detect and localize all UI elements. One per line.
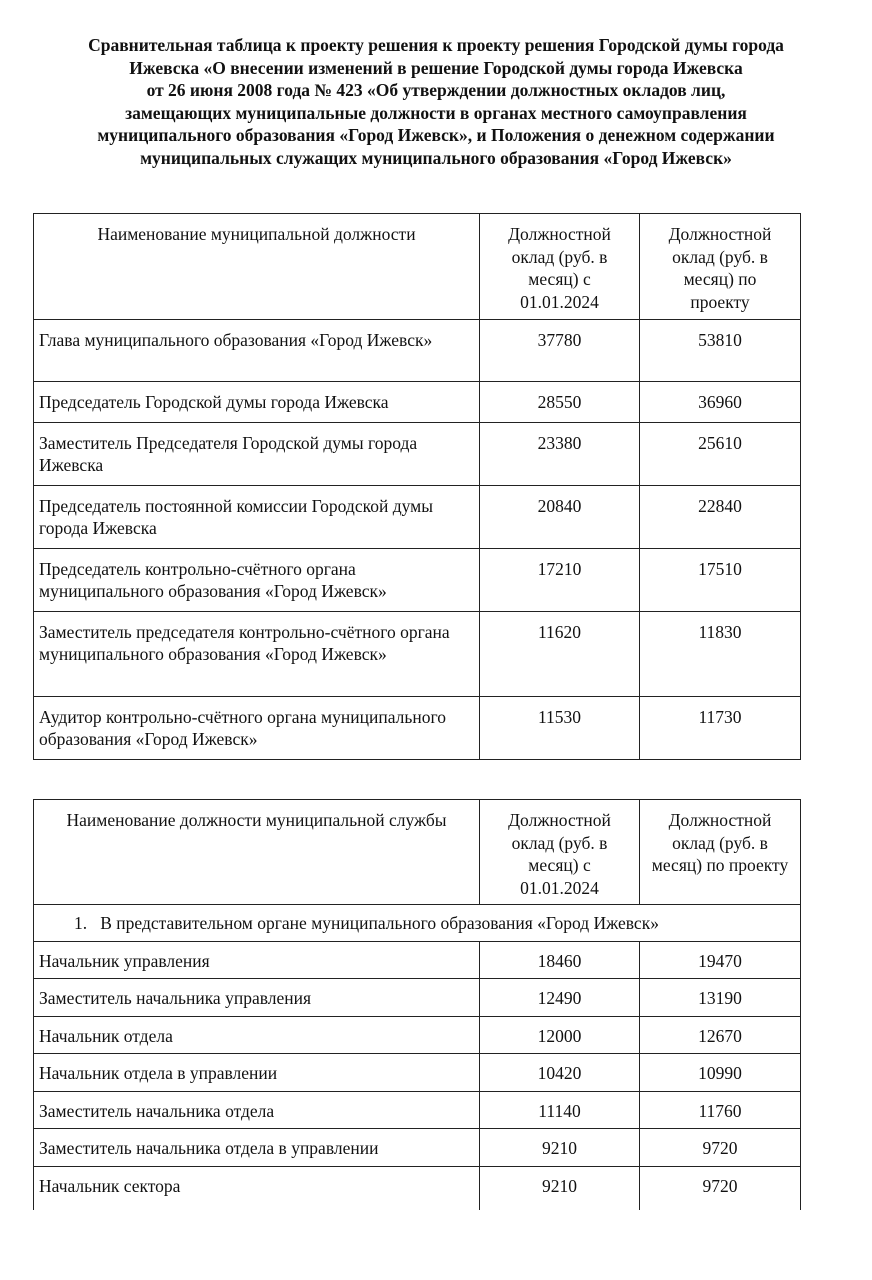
current-salary: 11530 — [480, 696, 640, 759]
table-row — [34, 382, 801, 423]
position-name: Начальник отдела — [34, 1016, 480, 1054]
proposed-salary: 13190 — [640, 979, 801, 1017]
title-line: Сравнительная таблица к проекту решения к проекту решения Городской думы города — [88, 35, 784, 55]
title-line: замещающих муниципальные должности в органах местного самоуправления — [125, 102, 747, 123]
table-row — [34, 1166, 801, 1210]
table-row — [34, 611, 801, 696]
current-salary: 11140 — [480, 1091, 640, 1129]
position-name: Аудитор контрольно-счётного органа муниципального образования «Город Ижевск» — [34, 696, 480, 759]
proposed-salary: 17510 — [640, 548, 801, 611]
proposed-salary: 25610 — [640, 422, 801, 485]
table-row — [34, 696, 801, 759]
table-row — [34, 1091, 801, 1129]
table-row — [34, 485, 801, 548]
table-row — [34, 979, 801, 1017]
current-salary: 9210 — [480, 1129, 640, 1167]
municipal-service-positions-table — [33, 799, 801, 1210]
header-position-name: Наименование должности муниципальной службы — [34, 800, 480, 905]
current-salary: 12000 — [480, 1016, 640, 1054]
document-title — [30, 34, 842, 169]
table-row — [34, 1129, 801, 1167]
table-row — [34, 422, 801, 485]
proposed-salary: 9720 — [640, 1166, 801, 1210]
current-salary: 10420 — [480, 1054, 640, 1092]
table-row — [34, 941, 801, 979]
current-salary: 11620 — [480, 611, 640, 696]
proposed-salary: 19470 — [640, 941, 801, 979]
municipal-positions-table — [33, 213, 801, 760]
proposed-salary: 22840 — [640, 485, 801, 548]
table-header-row — [34, 214, 801, 320]
table-row — [34, 548, 801, 611]
current-salary: 20840 — [480, 485, 640, 548]
section-row — [34, 905, 801, 942]
title-line: муниципальных служащих муниципального образования «Город Ижевск» — [140, 147, 732, 168]
current-salary: 28550 — [480, 382, 640, 423]
header-proposed-salary: Должностной оклад (руб. в месяц) по проекту — [640, 800, 801, 905]
current-salary: 17210 — [480, 548, 640, 611]
current-salary: 23380 — [480, 422, 640, 485]
position-name: Заместитель Председателя Городской думы города Ижевска — [34, 422, 480, 485]
position-name: Глава муниципального образования «Город Ижевск» — [34, 320, 480, 382]
title-line: Ижевска «О внесении изменений в решение Городской думы города Ижевска — [129, 57, 743, 78]
title-line: муниципального образования «Город Ижевск», и Положения о денежном содержании — [97, 125, 775, 145]
header-position-name: Наименование муниципальной должности — [34, 214, 480, 320]
position-name: Начальник управления — [34, 941, 480, 979]
proposed-salary: 11730 — [640, 696, 801, 759]
position-name: Заместитель начальника отдела — [34, 1091, 480, 1129]
table-header-row — [34, 800, 801, 905]
proposed-salary: 11830 — [640, 611, 801, 696]
position-name: Начальник отдела в управлении — [34, 1054, 480, 1092]
position-name: Председатель постоянной комиссии Городской думы города Ижевска — [34, 485, 480, 548]
proposed-salary: 53810 — [640, 320, 801, 382]
section-title: 1. В представительном органе муниципального образования «Город Ижевск» — [34, 905, 801, 942]
table-row — [34, 320, 801, 382]
title-line: от 26 июня 2008 года № 423 «Об утверждении должностных окладов лиц, — [146, 80, 726, 100]
position-name: Начальник сектора — [34, 1166, 480, 1210]
proposed-salary: 11760 — [640, 1091, 801, 1129]
position-name: Заместитель председателя контрольно-счётного органа муниципального образования «Город Ижевск» — [34, 611, 480, 696]
position-name: Председатель Городской думы города Ижевска — [34, 382, 480, 423]
position-name: Председатель контрольно-счётного органа муниципального образования «Город Ижевск» — [34, 548, 480, 611]
table-row — [34, 1016, 801, 1054]
current-salary: 18460 — [480, 941, 640, 979]
header-current-salary: Должностной оклад (руб. в месяц) с 01.01.2024 — [480, 800, 640, 905]
proposed-salary: 10990 — [640, 1054, 801, 1092]
current-salary: 37780 — [480, 320, 640, 382]
proposed-salary: 12670 — [640, 1016, 801, 1054]
proposed-salary: 36960 — [640, 382, 801, 423]
header-current-salary: Должностной оклад (руб. в месяц) с 01.01.2024 — [480, 214, 640, 320]
table-row — [34, 1054, 801, 1092]
current-salary: 12490 — [480, 979, 640, 1017]
position-name: Заместитель начальника управления — [34, 979, 480, 1017]
position-name: Заместитель начальника отдела в управлении — [34, 1129, 480, 1167]
current-salary: 9210 — [480, 1166, 640, 1210]
proposed-salary: 9720 — [640, 1129, 801, 1167]
header-proposed-salary: Должностной оклад (руб. в месяц) по проекту — [640, 214, 801, 320]
